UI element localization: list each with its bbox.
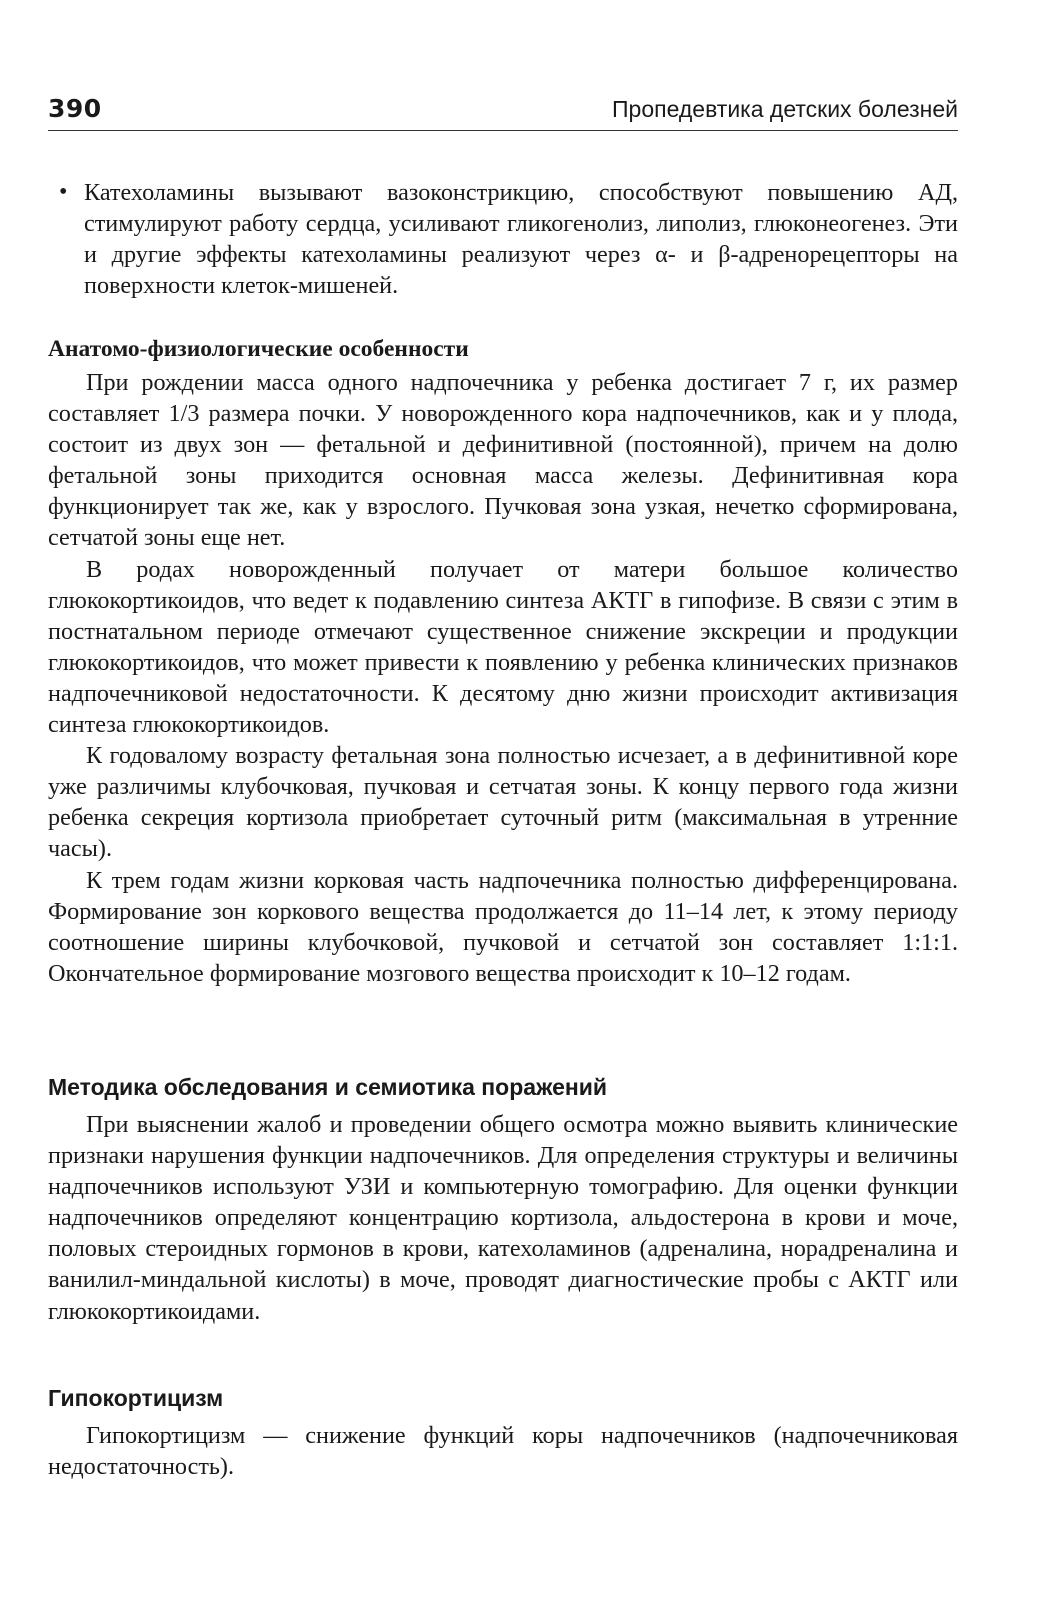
page-header (48, 92, 958, 131)
section-heading: Анатомо-физиологические особенности (48, 336, 469, 362)
running-title: Пропедевтика детских болезней (612, 96, 958, 122)
bullet-mark: • (59, 179, 68, 205)
bullet-text: Катехоламины вызывают вазоконстрикцию, способствуют повышению АД, стимулируют работу сердца, усиливают гликогенолиз, липолиз, глюконеогенез. Эти и другие эффекты катехоламины реализуют через α- и β-адренорецепторы на поверхности клеток-мишеней. (84, 179, 958, 300)
section-heading: Гипокортицизм (48, 1385, 224, 1411)
section-methods (48, 1072, 958, 1327)
paragraph: К трем годам жизни корковая часть надпочечника полностью дифференцирована. Формирование зон коркового вещества продолжается до 11–14 лет, к этому периоду соотношение ширины клубочковой, пучковой и сетчатой зон составляет 1:1:1. Окончательное формирование мозгового вещества происходит к 10–12 годам. (48, 866, 958, 987)
paragraph: К годовалому возрасту фетальная зона полностью исчезает, а в дефинитивной коре уже различимы клубочковая, пучковая и сетчатая зоны. К концу первого года жизни ребенка секреция кортизола приобретает суточный ритм (максимальная в утренние часы). (48, 742, 958, 863)
page-number: 390 (48, 94, 102, 123)
section-heading: Методика обследования и семиотика поражений (48, 1074, 608, 1100)
paragraph: Гипокортицизм — снижение функций коры надпочечников (надпочечниковая недостаточность). (48, 1422, 958, 1481)
paragraph: В родах новорожденный получает от матери большое количество глюкокортикоидов, что ведет к подавлению синтеза АКТГ в гипофизе. В связи с этим в постнатальном периоде отмечают существенное снижение экскреции и продукции глюкокортикоидов, что может привести к появлению у ребенка клинических признаков надпочечниковой недостаточности. К десятому дню жизни происходит активизация синтеза глюкокортикоидов. (48, 555, 958, 739)
paragraph: При выяснении жалоб и проведении общего осмотра можно выявить клинические признаки нарушения функции надпочечников. Для определения структуры и величины надпочечников используют УЗИ и компьютерную томографию. Для оценки функции надпочечников определяют концентрацию кортизола, альдостерона в крови и моче, половых стероидных гормонов в крови, катехоламинов (адреналина, норадреналина и ванилил-миндальной кислоты) в моче, проводят диагностические пробы с АКТГ или глюкокортикоидами. (48, 1111, 958, 1325)
paragraph: При рождении масса одного надпочечника у ребенка достигает 7 г, их размер составляет 1/3 размера почки. У новорожденного кора надпочечников, как и у плода, состоит из двух зон — фетальной и дефинитивной (постоянной), причем на долю фетальной зоны приходится основная масса железы. Дефинитивная кора функционирует так же, как у взрослого. Пучковая зона узкая, нечетко сформирована, сетчатой зоны еще нет. (48, 369, 958, 552)
section-hypocorticism (48, 1383, 958, 1482)
bullet-item (59, 177, 958, 301)
section-anatomy (48, 334, 958, 989)
